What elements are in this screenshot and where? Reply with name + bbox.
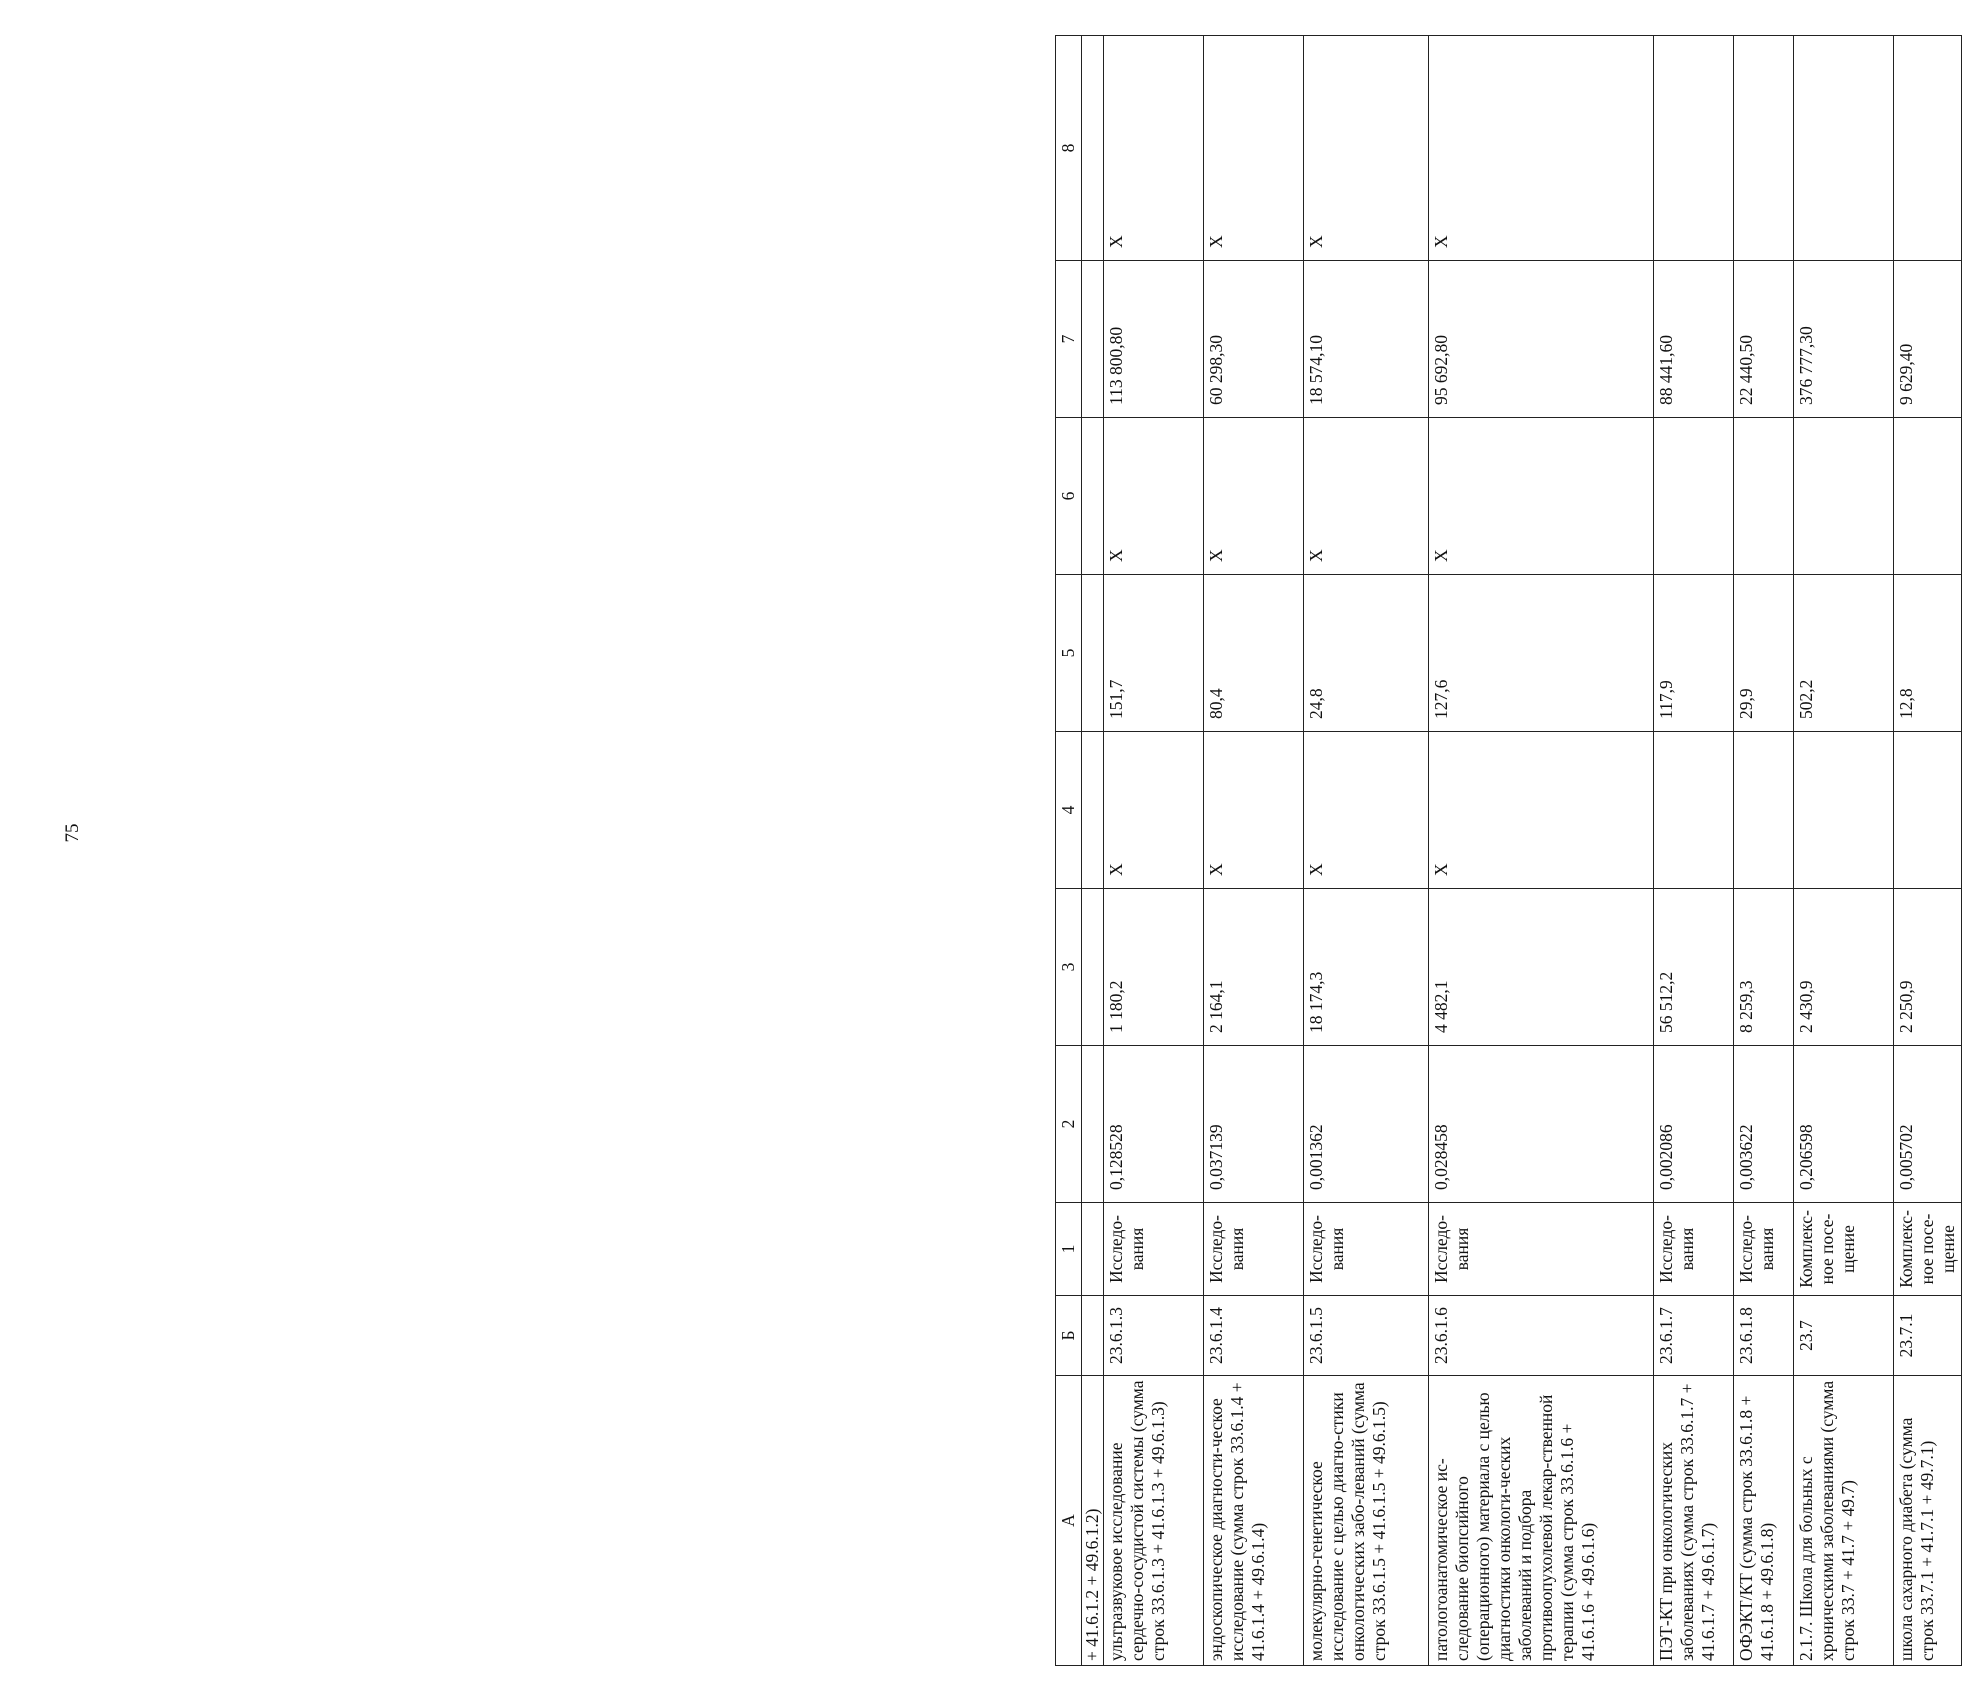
table-row <box>1654 36 1734 1666</box>
cell-c1: Исследо-вания <box>1429 1203 1654 1296</box>
cell-c5: 127,6 <box>1429 575 1654 732</box>
cell-c2: 0,206598 <box>1794 1046 1894 1203</box>
cell-c4: X <box>1304 732 1429 889</box>
cell-c4 <box>1734 732 1794 889</box>
cell-c2: 0,001362 <box>1304 1046 1429 1203</box>
cell-c6 <box>1894 418 1962 575</box>
column-header: 5 <box>1056 575 1082 732</box>
cell-c5: 117,9 <box>1654 575 1734 732</box>
cell-a: школа сахарного диабета (сумма строк 33.7.1 + 41.7.1 + 49.7.1) <box>1894 1376 1962 1666</box>
cell-c3: 2 250,9 <box>1894 889 1962 1046</box>
column-header: А <box>1056 1376 1082 1666</box>
cell-c1: Комплекс-ное посе-щение <box>1794 1203 1894 1296</box>
cell-a: ПЭТ-КТ при онкологических заболеваниях (сумма строк 33.6.1.7 + 41.6.1.7 + 49.6.1.7) <box>1654 1376 1734 1666</box>
cell-c3: 2 164,1 <box>1204 889 1304 1046</box>
cell-c6: X <box>1429 418 1654 575</box>
table-row <box>1894 36 1962 1666</box>
cell-c8 <box>1794 36 1894 261</box>
cell-c8 <box>1734 36 1794 261</box>
cell-c4: X <box>1429 732 1654 889</box>
cell-c7: 376 777,30 <box>1794 261 1894 418</box>
cell-c1: Исследо-вания <box>1204 1203 1304 1296</box>
cell-c5: 24,8 <box>1304 575 1429 732</box>
cell-c3: 4 482,1 <box>1429 889 1654 1046</box>
cell-c2: 0,128528 <box>1104 1046 1204 1203</box>
table-row <box>1734 36 1794 1666</box>
column-header: 2 <box>1056 1046 1082 1203</box>
cell-b: 23.7 <box>1794 1296 1894 1376</box>
cell-c4: X <box>1204 732 1304 889</box>
cell-c3: 8 259,3 <box>1734 889 1794 1046</box>
cell-b: 23.7.1 <box>1894 1296 1962 1376</box>
cell-c8: X <box>1204 36 1304 261</box>
cell-c8 <box>1894 36 1962 261</box>
cell-c2: 0,003622 <box>1734 1046 1794 1203</box>
cell-c3: 18 174,3 <box>1304 889 1429 1046</box>
cell-c4 <box>1794 732 1894 889</box>
cell-c2: 0,028458 <box>1429 1046 1654 1203</box>
cell-c1: Исследо-вания <box>1304 1203 1429 1296</box>
cell-c5: 29,9 <box>1734 575 1794 732</box>
cell-c7: 9 629,40 <box>1894 261 1962 418</box>
cell-c5: 151,7 <box>1104 575 1204 732</box>
cell-c3: 1 180,2 <box>1104 889 1204 1046</box>
column-header: 7 <box>1056 261 1082 418</box>
cell-c8: X <box>1429 36 1654 261</box>
cell-c1: Комплекс-ное посе-щение <box>1894 1203 1962 1296</box>
cell-c8 <box>1654 36 1734 261</box>
cell-c7: 88 441,60 <box>1654 261 1734 418</box>
cell-c2: 0,005702 <box>1894 1046 1962 1203</box>
column-header: 1 <box>1056 1203 1082 1296</box>
cell-c1: Исследо-вания <box>1654 1203 1734 1296</box>
cell-c7: 95 692,80 <box>1429 261 1654 418</box>
cell-c4: X <box>1104 732 1204 889</box>
cell-c7: 22 440,50 <box>1734 261 1794 418</box>
cell-c6 <box>1734 418 1794 575</box>
table-row <box>1429 36 1654 1666</box>
cell-a: патологоанатомическое ис-следование биопсийного (операционного) материала с целью диагностики онкологи-ческих заболеваний и подбора противоопухолевой лекар-ственной терапии (сумма строк 33.6.1.6 + 41.6.1.6 + 49.6.1.6) <box>1429 1376 1654 1666</box>
cell-c2: 0,037139 <box>1204 1046 1304 1203</box>
column-header: 8 <box>1056 36 1082 261</box>
cell-a: молекулярно-генетическое исследование с целью диагно-стики онкологических забо-леваний (сумма строк 33.6.1.5 + 41.6.1.5 + 49.6.1.5) <box>1304 1376 1429 1666</box>
column-header-row <box>1056 36 1082 1666</box>
cell-c6: X <box>1204 418 1304 575</box>
cell-c7: 113 800,80 <box>1104 261 1204 418</box>
cell-c1: Исследо-вания <box>1734 1203 1794 1296</box>
table-row <box>1204 36 1304 1666</box>
column-header: 3 <box>1056 889 1082 1046</box>
cell-a: ультразвуковое исследование сердечно-сосудистой системы (сумма строк 33.6.1.3 + 41.6.1.3 + 49.6.1.3) <box>1104 1376 1204 1666</box>
cell-c8: X <box>1304 36 1429 261</box>
cell-c7: 60 298,30 <box>1204 261 1304 418</box>
page-number: 75 <box>62 823 83 843</box>
cell-c6 <box>1794 418 1894 575</box>
cell-b: 23.6.1.6 <box>1429 1296 1654 1376</box>
cell-a: ОФЭКТ/КТ (сумма строк 33.6.1.8 + 41.6.1.8 + 49.6.1.8) <box>1734 1376 1794 1666</box>
table-row <box>1794 36 1894 1666</box>
column-header: Б <box>1056 1296 1082 1376</box>
cell-c1: Исследо-вания <box>1104 1203 1204 1296</box>
cell-c3: 56 512,2 <box>1654 889 1734 1046</box>
cell-c6: X <box>1304 418 1429 575</box>
cell-a: эндоскопическое диагности-ческое исследование (сумма строк 33.6.1.4 + 41.6.1.4 + 49.6.1.4) <box>1204 1376 1304 1666</box>
table-row <box>1104 36 1204 1666</box>
data-table <box>1055 35 1962 1666</box>
cell-c7: 18 574,10 <box>1304 261 1429 418</box>
cell-c8: X <box>1104 36 1204 261</box>
cell-c4 <box>1894 732 1962 889</box>
continuation-cell: + 41.6.1.2 + 49.6.1.2) <box>1082 1376 1104 1666</box>
continuation-row <box>1082 36 1104 1666</box>
cell-b: 23.6.1.7 <box>1654 1296 1734 1376</box>
cell-c2: 0,002086 <box>1654 1046 1734 1203</box>
cell-c6: X <box>1104 418 1204 575</box>
cell-b: 23.6.1.3 <box>1104 1296 1204 1376</box>
cell-c5: 80,4 <box>1204 575 1304 732</box>
column-header: 4 <box>1056 732 1082 889</box>
cell-a: 2.1.7. Школа для больных с хроническими заболеваниями (сумма строк 33.7 + 41.7 + 49.7) <box>1794 1376 1894 1666</box>
cell-c5: 502,2 <box>1794 575 1894 732</box>
cell-c3: 2 430,9 <box>1794 889 1894 1046</box>
column-header: 6 <box>1056 418 1082 575</box>
cell-b: 23.6.1.4 <box>1204 1296 1304 1376</box>
cell-c5: 12,8 <box>1894 575 1962 732</box>
table-row <box>1304 36 1429 1666</box>
rotated-table-container <box>1055 35 1962 1666</box>
cell-b: 23.6.1.5 <box>1304 1296 1429 1376</box>
cell-b: 23.6.1.8 <box>1734 1296 1794 1376</box>
cell-c4 <box>1654 732 1734 889</box>
cell-c6 <box>1654 418 1734 575</box>
